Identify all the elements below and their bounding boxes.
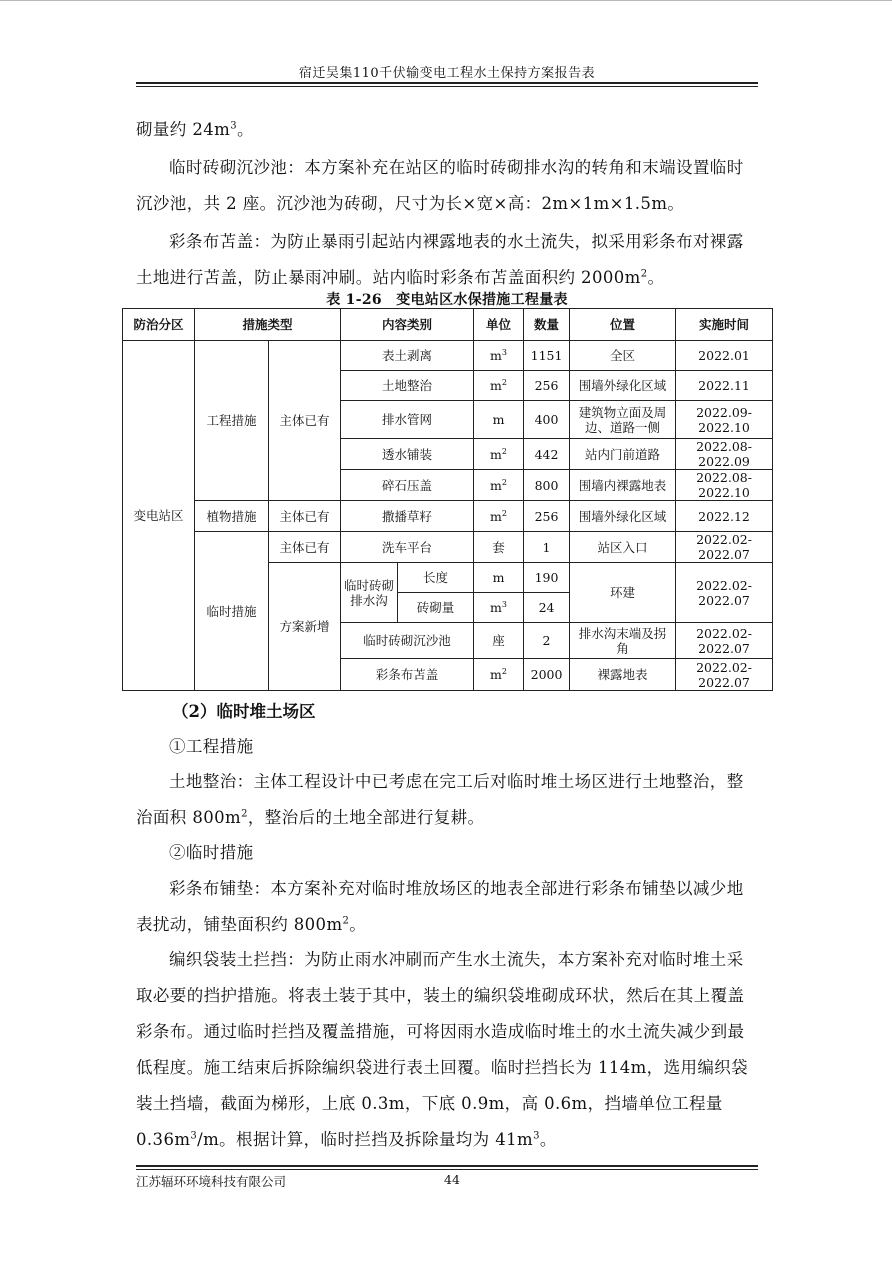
table-caption: 表 1-26 变电站区水保措施工程量表	[326, 292, 568, 308]
table-row	[123, 532, 773, 563]
header-unit: 单位	[474, 309, 524, 341]
header-rule-thick	[136, 82, 758, 84]
cell-qty: 24	[524, 593, 570, 623]
cell-content: 透水铺装	[341, 439, 474, 470]
paragraph-intro-volume: 砌量约 $24m^3$。	[136, 120, 254, 139]
cell-location: 排水沟末端及拐角	[570, 623, 676, 659]
cell-unit: $m^2$	[474, 439, 524, 470]
cell-source-new: 方案新增	[269, 563, 341, 691]
cell-time: 2022.02-2022.07	[676, 659, 773, 691]
cell-qty: 1151	[524, 341, 570, 371]
cell-source-existing: 主体已有	[269, 501, 341, 532]
cell-time: 2022.11	[676, 371, 773, 401]
cell-content: 撒播草籽	[341, 501, 474, 532]
paragraph-tarp-mat: 彩条布铺垫：本方案补充对临时堆放场区的地表全部进行彩条布铺垫以减少地表扰动，铺垫面积约 $800m^2$。	[136, 879, 744, 934]
cell-type-temporary: 临时措施	[195, 532, 269, 691]
cell-content: 彩条布苫盖	[341, 659, 474, 691]
cell-source-existing: 主体已有	[269, 341, 341, 501]
cell-content: 洗车平台	[341, 532, 474, 563]
cell-zone: 变电站区	[123, 341, 195, 691]
cell-content: 临时砖砌沉沙池	[341, 623, 474, 659]
cell-unit: $m^3$	[474, 341, 524, 371]
table-row	[123, 501, 773, 532]
cell-unit: m	[474, 401, 524, 439]
cell-unit: $m^3$	[474, 593, 524, 623]
cell-content: 土地整治	[341, 371, 474, 401]
header-location: 位置	[570, 309, 676, 341]
cell-time: 2022.02-2022.07	[676, 623, 773, 659]
paragraph-land-leveling: 土地整治：主体工程设计中已考虑在完工后对临时堆土场区进行土地整治，整治面积 $800m^2$，整治后的土地全部进行复耕。	[136, 772, 744, 827]
cell-location: 站区入口	[570, 532, 676, 563]
page-top-border	[0, 0, 892, 1]
cell-qty: 2	[524, 623, 570, 659]
cell-time: 2022.12	[676, 501, 773, 532]
cell-location: 围墙内裸露地表	[570, 470, 676, 501]
cell-unit: 套	[474, 532, 524, 563]
footer-rule-thick	[136, 1165, 758, 1167]
cell-content: 碎石压盖	[341, 470, 474, 501]
header-content: 内容类别	[341, 309, 474, 341]
cell-time: 2022.08-2022.09	[676, 439, 773, 470]
cell-qty: 2000	[524, 659, 570, 691]
cell-qty: 256	[524, 501, 570, 532]
cell-location: 裸露地表	[570, 659, 676, 691]
header-rule-thin	[136, 86, 758, 87]
footer-rule-thin	[136, 1169, 758, 1170]
footer-company: 江苏辐环环境科技有限公司	[136, 1174, 287, 1189]
cell-content: 排水管网	[341, 401, 474, 439]
cell-time: 2022.01	[676, 341, 773, 371]
measures-table	[122, 308, 773, 691]
cell-unit: m	[474, 563, 524, 593]
table-header-row	[123, 309, 773, 341]
cell-qty: 800	[524, 470, 570, 501]
header-zone: 防治分区	[123, 309, 195, 341]
paragraph-sand-basin: 临时砖砌沉沙池：本方案补充在站区的临时砖砌排水沟的转角和末端设置临时沉沙池，共 2 座。沉沙池为砖砌，尺寸为长×宽×高：2m×1m×1.5m。	[136, 158, 744, 213]
section-heading: （2）临时堆土场区	[172, 702, 316, 721]
header-time: 实施时间	[676, 309, 773, 341]
cell-type-engineering: 工程措施	[195, 341, 269, 501]
cell-location: 围墙外绿化区域	[570, 501, 676, 532]
subheading-temporary: ②临时措施	[169, 843, 254, 862]
paragraph-bag-barrier: 编织袋装土拦挡：为防止雨水冲刷而产生水土流失，本方案补充对临时堆土采取必要的挡护措施。将表土装于其中，装土的编织袋堆砌成环状，然后在其上覆盖彩条布。通过临时拦挡及覆盖措施，可将因雨水造成临时堆土的水土流失减少到最低程度。施工结束后拆除编织袋进行表土回覆。临时拦挡长为 114m，选用编织袋装土挡墙，截面为梯形，上底 0.3m，下底 0.9m，高 0.6m，挡墙单位工程量 $0.36m^3/m$。根据计算，临时拦挡及拆除量均为 $41m^3$。	[136, 950, 749, 1149]
page-number: 44	[444, 1172, 460, 1187]
subheading-engineering: ①工程措施	[169, 737, 254, 756]
running-header: 宿迁吴集110千伏输变电工程水土保持方案报告表	[298, 66, 596, 81]
header-qty: 数量	[524, 309, 570, 341]
cell-qty: 442	[524, 439, 570, 470]
cell-unit: $m^2$	[474, 501, 524, 532]
cell-unit: $m^2$	[474, 470, 524, 501]
cell-content: 表土剥离	[341, 341, 474, 371]
cell-type-plant: 植物措施	[195, 501, 269, 532]
cell-time: 2022.02-2022.07	[676, 563, 773, 623]
cell-time: 2022.09-2022.10	[676, 401, 773, 439]
cell-location: 环建	[570, 563, 676, 623]
cell-qty: 400	[524, 401, 570, 439]
cell-qty: 190	[524, 563, 570, 593]
cell-drain-label: 临时砖砌排水沟	[341, 563, 398, 623]
cell-location: 建筑物立面及周边、道路一侧	[570, 401, 676, 439]
cell-qty: 1	[524, 532, 570, 563]
cell-content: 长度	[398, 563, 474, 593]
paragraph-tarp-cover: 彩条布苫盖：为防止暴雨引起站内裸露地表的水土流失，拟采用彩条布对裸露土地进行苫盖，防止暴雨冲刷。站内临时彩条布苫盖面积约 $2000m^2$。	[136, 232, 744, 287]
cell-time: 2022.02-2022.07	[676, 532, 773, 563]
header-type: 措施类型	[195, 309, 341, 341]
cell-content: 砖砌量	[398, 593, 474, 623]
cell-location: 全区	[570, 341, 676, 371]
cell-unit: $m^2$	[474, 659, 524, 691]
cell-unit: $m^2$	[474, 371, 524, 401]
cell-time: 2022.08-2022.10	[676, 470, 773, 501]
cell-source-existing: 主体已有	[269, 532, 341, 563]
cell-qty: 256	[524, 371, 570, 401]
table-row	[123, 341, 773, 371]
cell-location: 围墙外绿化区域	[570, 371, 676, 401]
cell-location: 站内门前道路	[570, 439, 676, 470]
cell-unit: 座	[474, 623, 524, 659]
